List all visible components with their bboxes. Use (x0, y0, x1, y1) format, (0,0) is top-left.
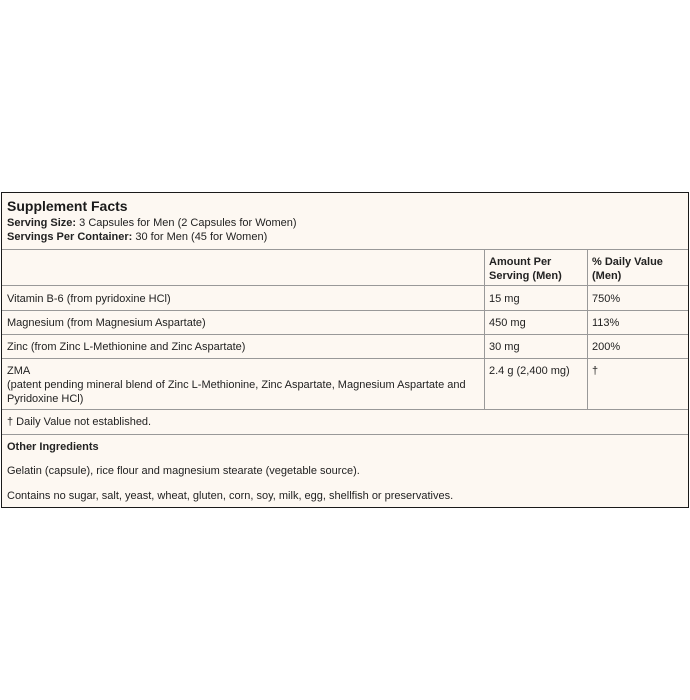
divider (2, 358, 688, 359)
facts-header (2, 193, 688, 249)
nutrient-amount: 30 mg (489, 341, 520, 353)
serving-size (7, 217, 297, 229)
servings-per-container (7, 231, 267, 243)
nutrient-amount: 15 mg (489, 293, 520, 305)
zma-desc-line2: Pyridoxine HCl) (7, 393, 84, 405)
ingredients-text: Gelatin (capsule), rice flour and magnesium stearate (vegetable source). (7, 465, 360, 477)
zma-block (7, 364, 477, 406)
facts-title: Supplement Facts (7, 198, 128, 214)
dv-header-line1: % Daily Value (592, 256, 663, 268)
nutrient-amount: 450 mg (489, 317, 526, 329)
amount-header-line2: Serving (Men) (489, 270, 562, 282)
column-divider (587, 249, 588, 409)
nutrient-dv: 113% (592, 317, 620, 329)
column-divider (484, 249, 485, 409)
nutrient-dv: 200% (592, 341, 621, 353)
amount-header-line1: Amount Per (489, 256, 552, 268)
zma-desc-line1: (patent pending mineral blend of Zinc L-Methionine, Zinc Aspartate, Magnesium Aspartate and (7, 379, 466, 391)
servings-per-container-value: 30 for Men (45 for Women) (135, 231, 268, 243)
serving-size-value: 3 Capsules for Men (2 Capsules for Women) (79, 217, 297, 229)
nutrient-name: Vitamin B-6 (from pyridoxine HCl) (7, 293, 171, 305)
serving-size-label: Serving Size: (7, 217, 77, 229)
contains-statement: Contains no sugar, salt, yeast, wheat, gluten, corn, soy, milk, egg, shellfish or preservatives. (7, 490, 454, 502)
zma-amount: 2.4 g (2,400 mg) (489, 365, 570, 377)
divider (2, 285, 688, 286)
divider (2, 310, 688, 311)
nutrient-dv: 750% (592, 293, 621, 305)
nutrient-name: Magnesium (from Magnesium Aspartate) (7, 317, 206, 329)
divider (2, 334, 688, 335)
divider (2, 409, 688, 410)
zma-dv: † (592, 365, 599, 377)
dv-header-line2: (Men) (592, 270, 622, 282)
nutrient-name: Zinc (from Zinc L-Methionine and Zinc Aspartate) (7, 341, 246, 353)
other-ingredients-heading: Other Ingredients (7, 441, 99, 453)
zma-name: ZMA (7, 365, 31, 377)
footnote: † Daily Value not established. (7, 416, 152, 428)
divider (2, 249, 688, 250)
dv-column-header (592, 255, 663, 283)
supplement-facts-panel (1, 192, 689, 508)
servings-per-container-label: Servings Per Container: (7, 231, 133, 243)
divider (2, 434, 688, 435)
amount-column-header (489, 255, 562, 283)
